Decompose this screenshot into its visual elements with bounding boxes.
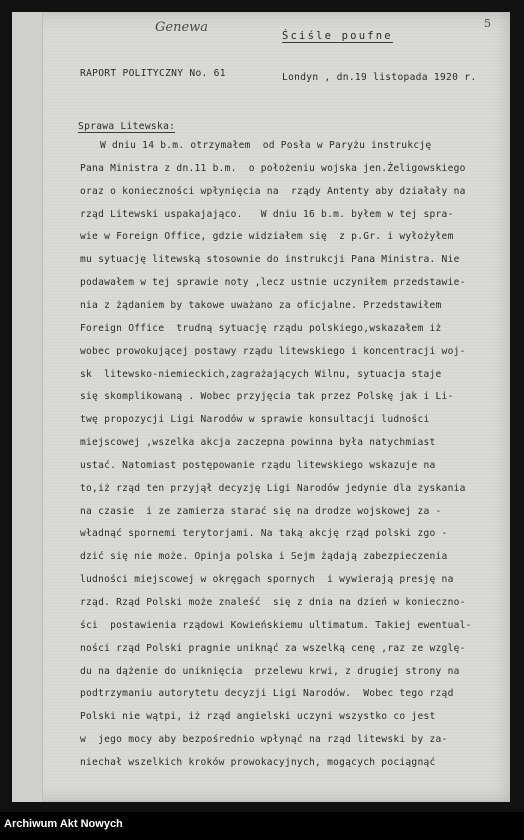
body-line: Foreign Office trudną sytuację rządu polskiego,wskazałem iż [80, 322, 442, 334]
body-line: rząd Litewski uspakajająco. W dniu 16 b.m. byłem w tej spra- [80, 208, 454, 220]
report-title: RAPORT POLITYCZNY No. 61 [80, 68, 226, 79]
body-line: nia z żądaniem by takowe uważano za oficjalne. Przedstawiłem [80, 299, 442, 311]
body-line: twę propozycji Ligi Narodów w sprawie konsultacji ludności [80, 414, 430, 426]
body-line: się skomplikowaną . Wobec przyjęcia tak przez Polskę jak i Li- [80, 391, 454, 403]
body-line: sk litewsko-niemieckich,zagrażających Wilnu, sytuacja staje [80, 368, 442, 380]
body-line: miejscowej ,wszelka akcja zaczepna powinna była natychmiast [80, 437, 436, 449]
body-line: oraz o konieczności wpłynięcia na rządy Antenty aby działały na [80, 185, 466, 197]
archive-footer [0, 812, 524, 840]
body-line: na czasie i ze zamierza starać się na drodze wojskowej za - [80, 505, 442, 517]
body-line: mu sytuację litewską stosownie do instrukcji Pana Ministra. Nie [80, 254, 460, 266]
body-line: ści postawienia rządowi Kowieńskiemu ultimatum. Takiej ewentual- [80, 619, 472, 631]
archive-label: Archiwum Akt Nowych [4, 818, 123, 830]
body-line: wobec prowokującej postawy rządu litewskiego i koncentracji woj- [80, 345, 466, 357]
body-line: dzić się nie może. Opinja polska i Sejm żądają zabezpieczenia [80, 551, 448, 563]
body-line: to,iż rząd ten przyjął decyzję Ligi Narodów jedynie dla zyskania [80, 482, 466, 494]
body-line: du na dążenie do uniknięcia przelewu krwi, z drugiej strony na [80, 665, 460, 677]
body-line: ludności miejscowej w okręgach spornych i wywierają presję na [80, 574, 454, 586]
place-date: Londyn , dn.19 listopada 1920 r. [282, 72, 477, 83]
confidential-mark: Ściśle poufne [282, 30, 393, 42]
body-line: Pana Ministra z dn.11 b.m. o położeniu wojska jen.Żeligowskiego [80, 162, 466, 174]
page-binding-strip [12, 12, 43, 802]
body-line: Polski nie wątpi, iż rząd angielski uczyni wszystko co jest [80, 711, 436, 723]
body-line: rząd. Rząd Polski może znaleść się z dnia na dzień w konieczno- [80, 597, 466, 608]
body-line: wie w Foreign Office, gdzie widziałem się z p.Gr. i wyłożyłem [80, 231, 454, 243]
body-line: ności rząd Polski pragnie uniknąć za wszelką cenę ,raz ze wzglę- [80, 642, 466, 654]
body-line: podawałem w tej sprawie noty ,lecz ustnie uczyniłem przedstawie- [80, 277, 466, 289]
handwritten-note: Genewa [155, 20, 209, 35]
body-line: niechał wszelkich kroków prowokacyjnych, mogących pociągnąć [80, 756, 436, 768]
body-line: ustać. Natomiast postępowanie rządu litewskiego wskazuje na [80, 459, 436, 471]
body-line: podtrzymaniu autorytetu decyzji Ligi Narodów. Wobec tego rząd [80, 688, 454, 700]
page-number: 5 [484, 17, 491, 30]
body-line: W dniu 14 b.m. otrzymałem od Posła w Paryżu instrukcję [100, 140, 432, 151]
body-line: w jego mocy aby bezpośrednio wpłynąć na rząd litewski by za- [80, 734, 448, 746]
body-line: władnąć spornemi terytorjami. Na taką akcję rząd polski zgo - [80, 528, 448, 540]
section-heading: Sprawa Litewska: [78, 121, 176, 132]
